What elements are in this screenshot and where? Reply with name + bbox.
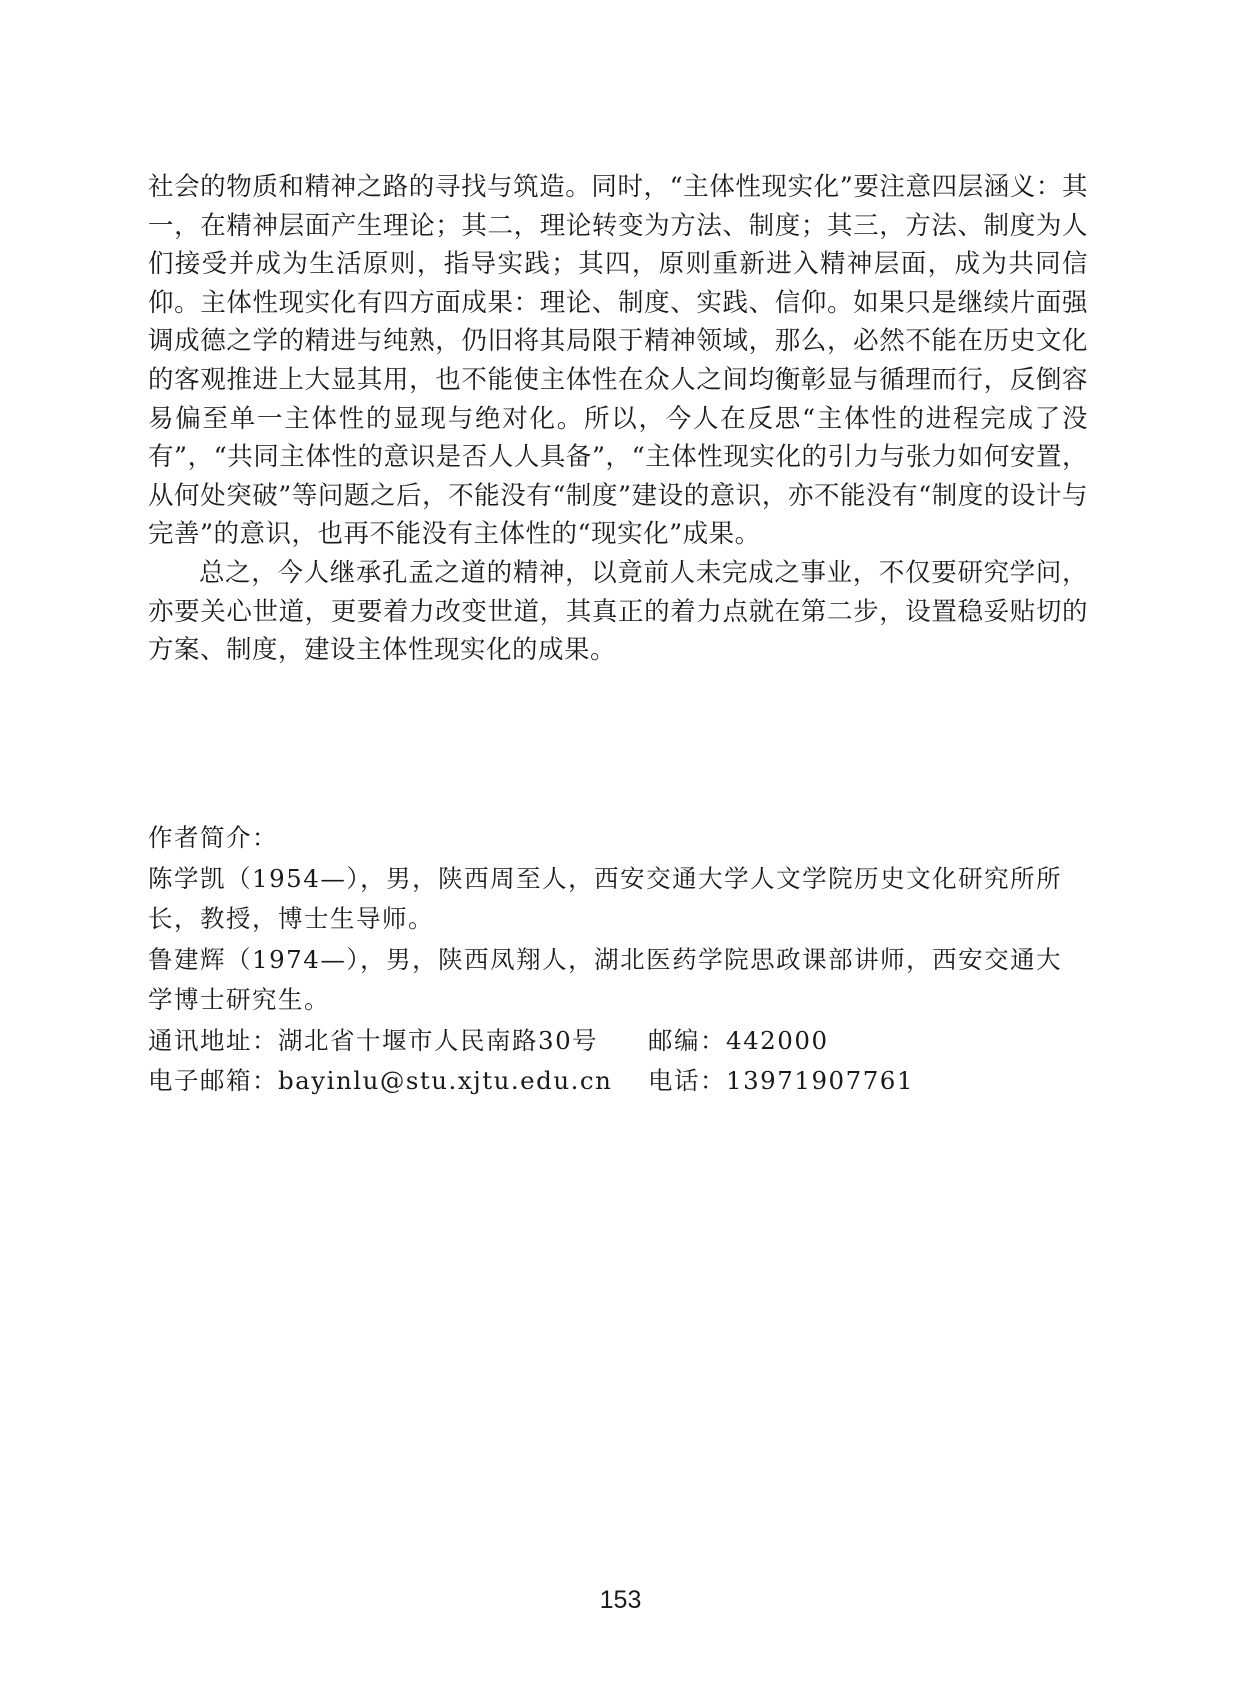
- email-address: 电子邮箱：bayinlu@stu.xjtu.edu.cn: [148, 1066, 613, 1095]
- contact-line-email: [148, 1061, 1088, 1102]
- bio-author-1: 陈学凯（1954—），男，陕西周至人，西安交通大学人文学院历史文化研究所所长，教授，博士生导师。: [148, 863, 1063, 933]
- phone-number: 电话：13971907761: [648, 1066, 914, 1095]
- main-body-text: [148, 168, 1088, 670]
- mailing-address: 通讯地址：湖北省十堰市人民南路30号: [148, 1025, 599, 1055]
- postal-code: 邮编：442000: [648, 1025, 829, 1055]
- paragraph-1: 社会的物质和精神之路的寻找与筑造。同时，“主体性现实化”要注意四层涵义：其一，在精神层面产生理论；其二，理论转变为方法、制度；其三，方法、制度为人们接受并成为生活原则，指导实践；其四，原则重新进入精神层面，成为共同信仰。主体性现实化有四方面成果：理论、制度、实践、信仰。如果只是继续片面强调成德之学的精进与纯熟，仍旧将其局限于精神领域，那么，必然不能在历史文化的客观推进上大显其用，也不能使主体性在众人之间均衡彰显与循理而行，反倒容易偏至单一主体性的显现与绝对化。所以，今人在反思“主体性的进程完成了没有”，“共同主体性的意识是否人人具备”，“主体性现实化的引力与张力如何安置，从何处突破”等问题之后，不能没有“制度”建设的意识，亦不能没有“制度的设计与完善”的意识，也再不能没有主体性的“现实化”成果。: [148, 172, 1088, 550]
- bio-author-2: 鲁建辉（1974—），男，陕西凤翔人，湖北医药学院思政课部讲师，西安交通大学博士研究生。: [148, 944, 1063, 1014]
- page-number: 153: [599, 1586, 642, 1614]
- contact-line-address: [148, 1021, 1088, 1062]
- bio-heading: 作者简介：: [148, 823, 278, 852]
- paragraph-2: 总之，今人继承孔孟之道的精神，以竟前人未完成之事业，不仅要研究学问，亦要关心世道，更要着力改变世道，其真正的着力点就在第二步，设置稳妥贴切的方案、制度，建设主体性现实化的成果。: [148, 557, 1088, 666]
- author-bio-section: [148, 818, 1088, 1102]
